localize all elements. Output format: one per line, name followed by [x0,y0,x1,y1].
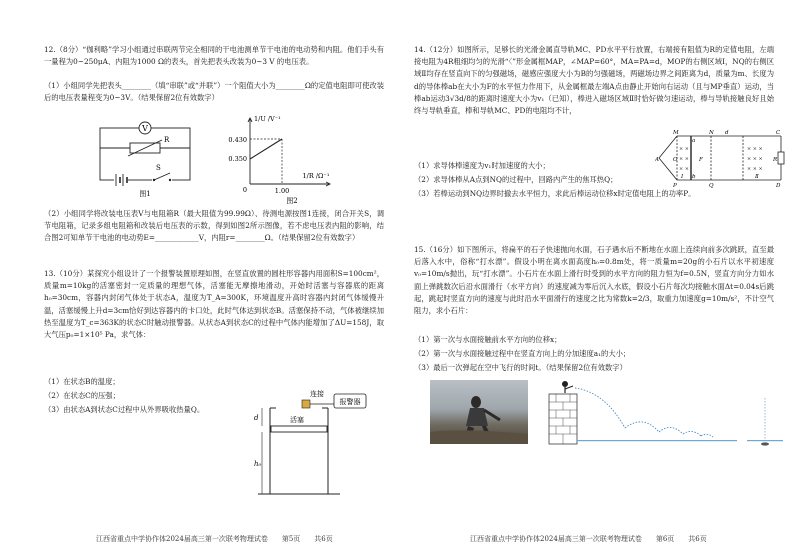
switch-label: S [156,164,161,172]
q15-sub3: （3）最后一次弹起在空中飞行的时间t。（结果保留2位有效数字） [414,363,627,372]
q15-text: 15.（16分）如下图所示，将扁平的石子快速抛向水面，石子遇水后不断地在水面上连续向前多次跳跃，直至最后落入水中，俗称“打水漂”。假设小明在离水面高度h₀=0.8m处，将一质量m=20g的小石片以水平初速度v₀=10m/s抛出，玩“打水漂”。小石片在水面上滑行时受到的水平方向的阻力恒为f=0.5N，竖直方向分力如水面上弹跳数次后沿水面滑行（水平方向）的速度减为零后沉入水底，假设小石片每次均接触水面Δt=0.04s后跳起，跳起时竖直方向的速度与此时沿水平面滑行的速度之比为常数k=2/3，取重力加速度g=10m/s²，不计空气阻力，求小石片： [414,245,774,316]
label-d: d [725,130,729,136]
label-a: a [692,138,696,144]
graph-x-label: 1/R /Ω⁻¹ [302,172,330,180]
right-page [400,0,800,554]
q13-text: 13.（10分）某探究小组设计了一个报警装置原理如图，在竖直放置的圆柱形容器内用面积S=100cm²，质量m=10kg的活塞密封一定质量的理想气体，活塞能无摩擦地滑动，开始时活塞与容器底的距离h₀=30cm，容器内封闭气体处于状态A，温度为T_A=300K，环境温度升高时容器内封闭气体缓慢升温，活塞缓慢上升d=3cm恰好到达容器内的卡口处，此时气体达到状态B。活塞保持不动，气体被继续加热至温度为T_c=363K的状态C时触动报警器。从状态A到状态C的过程中气体内能增加了ΔU=158J，取大气压p₀=1×10⁵ Pa，求气体： [44,269,384,340]
alarm-label: 报警器 [339,398,361,406]
q12-figure2-graph [220,112,340,204]
q14-text: 14.（12分）如图所示，足够长的光滑金属直导轨MC、PD水平平行放置，右端接有阻值为R的定值电阻，左端接电阻为4R粗细均匀的光滑“〈”形金属框MAP，∠MAP=60°，MA=PA=d，MOP的右侧区域Ⅰ，NQ的右侧区域Ⅱ均存在竖直向下的匀强磁场，磁感应强度大小为B的匀强磁场，两磁场边界之间距离为d，质量为m、长度为d的导体棒ab在大小为F的水平恒力作用下，从金属框最左端A点由静止开始向右运动（且与MP垂直）运动，当棒ab运动3√3d/8的距离时速度大小为v₁（已知），棒进入磁场区域Ⅱ时恰好做匀速运动，棒与导轨接触良好且始终与导轨垂直，棒和导轨MC、PD的电阻均不计， [414,45,774,116]
stone-sinking-icon [761,398,769,446]
svg-text:× ×: × × [679,156,689,162]
q12-part1: （1）小组同学先把表头________（填“串联”或“并联”）一个阻值大小为________Ω的定值电阻即可使改装后的电压表量程变为0~3V。（结果保留2位有效数字） [44,81,384,103]
height-h0-label: h₀ [254,460,262,468]
q14-sub2: （2）求导体棒从A点到NQ的过程中，回路内产生的焦耳热Q； [414,175,618,184]
label-A: A [655,157,659,163]
label-P: P [673,183,677,188]
q15-sub1: （1）第一次与水面接触前水平方向的位移x； [414,335,562,344]
svg-text:× × ×: × × × [747,156,763,162]
label-region-2: Ⅱ [755,174,759,180]
trajectory-arc-3 [659,427,683,434]
thrower-figure-icon [562,381,573,393]
photo-stone-skipping [430,380,528,444]
label-C: C [776,130,781,136]
q13-sub3: （3）由状态A到状态C过程中从外界吸收热量Q。 [44,405,205,414]
figure1-caption: 图1 [139,190,151,198]
svg-text:× × ×: × × × [747,146,763,152]
person-silhouette-icon [430,380,528,444]
left-footer: 江西省重点中学协作体2024届高三第一次联考物理试卷 第5页 共6页 [96,535,333,543]
switch-icon [152,173,172,184]
figure2-caption: 图2 [286,197,298,204]
right-footer: 江西省重点中学协作体2024届高三第一次联考物理试卷 第6页 共6页 [470,535,707,543]
q12-intro: 12.（8分）“伽利略”学习小组通过串联两节完全相同的干电池测单节干电池的电动势和内阻。他们手头有一量程为0~250μA、内阻为1000 Ω的表头，首先把表头改装为0~3 V 的电压表。 [44,45,384,67]
q14-sub3: （3）若棒运动到NQ边界时撤去水平恒力，求此后棒运动位移x时定值电阻上的功率P。 [414,189,696,198]
svg-text:× ×: × × [679,146,689,152]
trajectory-arc-1 [575,388,625,428]
graph-x-tick-100: 1.00 [274,187,290,195]
trajectory-arc-5 [701,434,713,437]
q13-sub1: （1）在状态B的温度； [44,377,120,386]
graph-origin: 0 [242,186,247,194]
data-line [250,139,282,159]
q13-sub2: （2）在状态C的压强； [44,391,120,400]
piston-label: 活塞 [290,416,304,424]
q15-figure-trajectory [535,378,785,448]
graph-y-tick-0350: 0.350 [228,155,247,163]
label-O: O [673,157,678,163]
water-surface-icon [577,440,783,441]
connect-label: 连接 [310,390,324,398]
q15-sub2: （2）第一次与水面接触过程中在竖直方向上的分加速度a₁的大小； [414,349,631,358]
distance-d-label: d [254,414,259,422]
svg-text:× × ×: × × × [747,166,763,172]
brick-wall-icon [549,394,577,444]
graph-y-label: 1/U /V⁻¹ [254,115,281,123]
sensor-icon [302,400,310,408]
q13-figure-container [250,380,370,502]
resistor-icon [778,152,784,164]
svg-text:× ×: × × [679,166,689,172]
resistor-label: R [164,136,170,144]
label-R: R [773,157,778,163]
label-Q: Q [709,183,714,188]
label-D: D [776,183,781,188]
trajectory-arc-2 [625,422,659,432]
label-b: b [692,174,696,180]
voltmeter-label: V [142,124,148,133]
q14-sub1: （1）求导体棒速度为v₁时加速度的大小； [414,161,550,170]
q14-figure-rails [655,130,787,188]
label-M: M [673,130,679,136]
label-region-1: Ⅰ [681,174,684,180]
label-F: F [699,157,703,163]
graph-y-tick-0430: 0.430 [228,136,247,144]
q12-part2: （2）小组同学将改装电压表V与电阻箱R（最大阻值为99.99Ω）、待测电源按图1连接，闭合开关S，调节电阻箱，记录多组电阻箱和改装后电压表的示数，得到如图2所示图像，若不虑电压表内阻的影响，结合图2可知单节干电池的电动势E=____________V，内阻r=________Ω。（结果保留2位有效数字） [44,209,384,243]
trajectory-arc-4 [683,431,701,436]
q12-figure1-circuit [90,118,200,198]
label-N: N [709,130,714,136]
battery-icon [114,174,128,186]
piston-icon [271,426,327,432]
